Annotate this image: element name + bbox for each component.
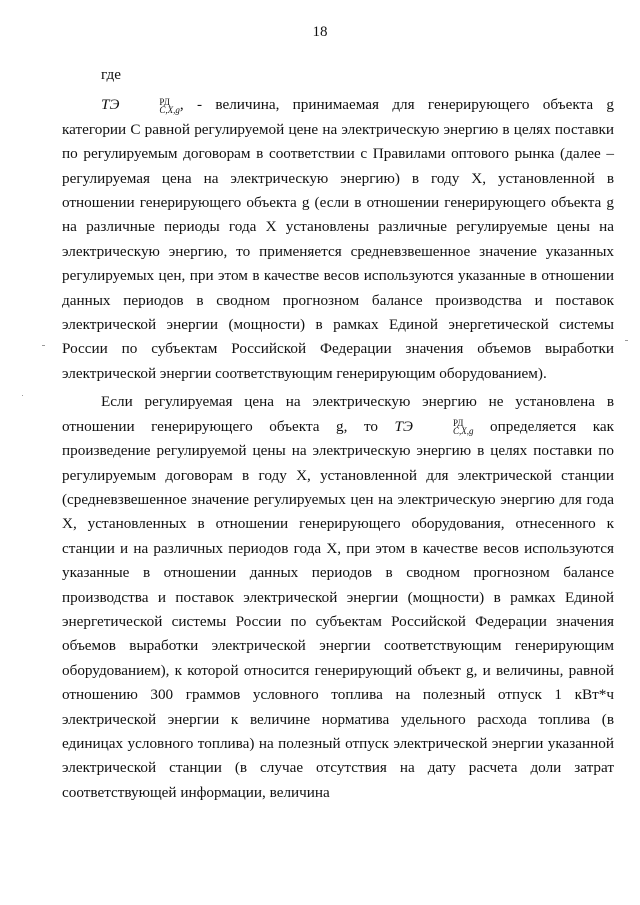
paragraph-fallback-text: определяется как произведение регулируемой цены на электрическую энергию в целях поставки по регулируемым договорам в году X, установленной для электрической станции (средневзвешенное значение регулируемых цен на электрическую энергию для года X, установленных в отношении генерирующего оборудования, отнесенного к станции и на различных периодов года X, при этом в качестве весов используются указанные в отношении данных периодов в сводном прогнозном балансе производства и поставок электрической энергии (мощности) в рамках Единой энергетической системы России по субъектам Российской Федерации значения объемов выработки электрической энергии соответствующим генерирующим оборудованием), к которой относится генерирующий объект g, и величины, равной отношению 300 граммов условного топлива на полезный отпуск 1 кВт*ч электрической энергии к величине норматива удельного расхода топлива (в единицах условного топлива) на полезный отпуск электрической энергии указанной электрической станции (в случае отсутствия на дату расчета доли затрат соответствующей информации, величина <box>62 417 614 801</box>
scan-speck <box>625 340 628 341</box>
scan-speck <box>42 345 45 346</box>
page-number: 18 <box>312 24 328 40</box>
symbol-base: ТЭ <box>101 96 120 114</box>
symbol-indices <box>414 419 474 435</box>
paragraph-definition <box>62 93 614 386</box>
scan-speck <box>22 395 23 396</box>
paragraph-definition-text: , - величина, принимаемая для генерирующего объекта g категории С равной регулируемой цене на электрическую энергию в целях поставки по регулируемым договорам в соответствии с Правилами оптового рынка (далее – регулируемая цена на электрическую энергию) в году X, установленной в отношении генерирующего объекта g (если в отношении генерирующего объекта g на различные периоды года X установлены различные регулируемые цены на электрическую энергию, то применяется средневзвешенное значение указанных регулируемых цен, при этом в качестве весов используются указанные в отношении данных периодов в сводном прогнозном балансе производства и поставок электрической энергии (мощности) в рамках Единой энергетической системы России по субъектам Российской Федерации значения объемов выработки электрической энергии соответствующим генерирующим оборудованием). <box>62 96 614 382</box>
symbol-subscript: С,X,g <box>159 104 180 115</box>
formula-symbol <box>101 96 180 113</box>
symbol-base: ТЭ <box>394 417 413 435</box>
paragraph-fallback <box>62 390 614 805</box>
symbol-subscript: С,X,g <box>452 426 474 437</box>
symbol-superscript: РД <box>452 418 464 429</box>
formula-symbol <box>395 418 474 435</box>
where-label: где <box>101 66 121 83</box>
symbol-superscript: РД <box>159 96 170 107</box>
paragraph-fallback-intro: Если регулируемая цена на электрическую энергию не установлена в отношении генерирующего объекта g, то <box>62 393 614 435</box>
symbol-indices <box>120 98 180 114</box>
document-body <box>62 63 614 805</box>
